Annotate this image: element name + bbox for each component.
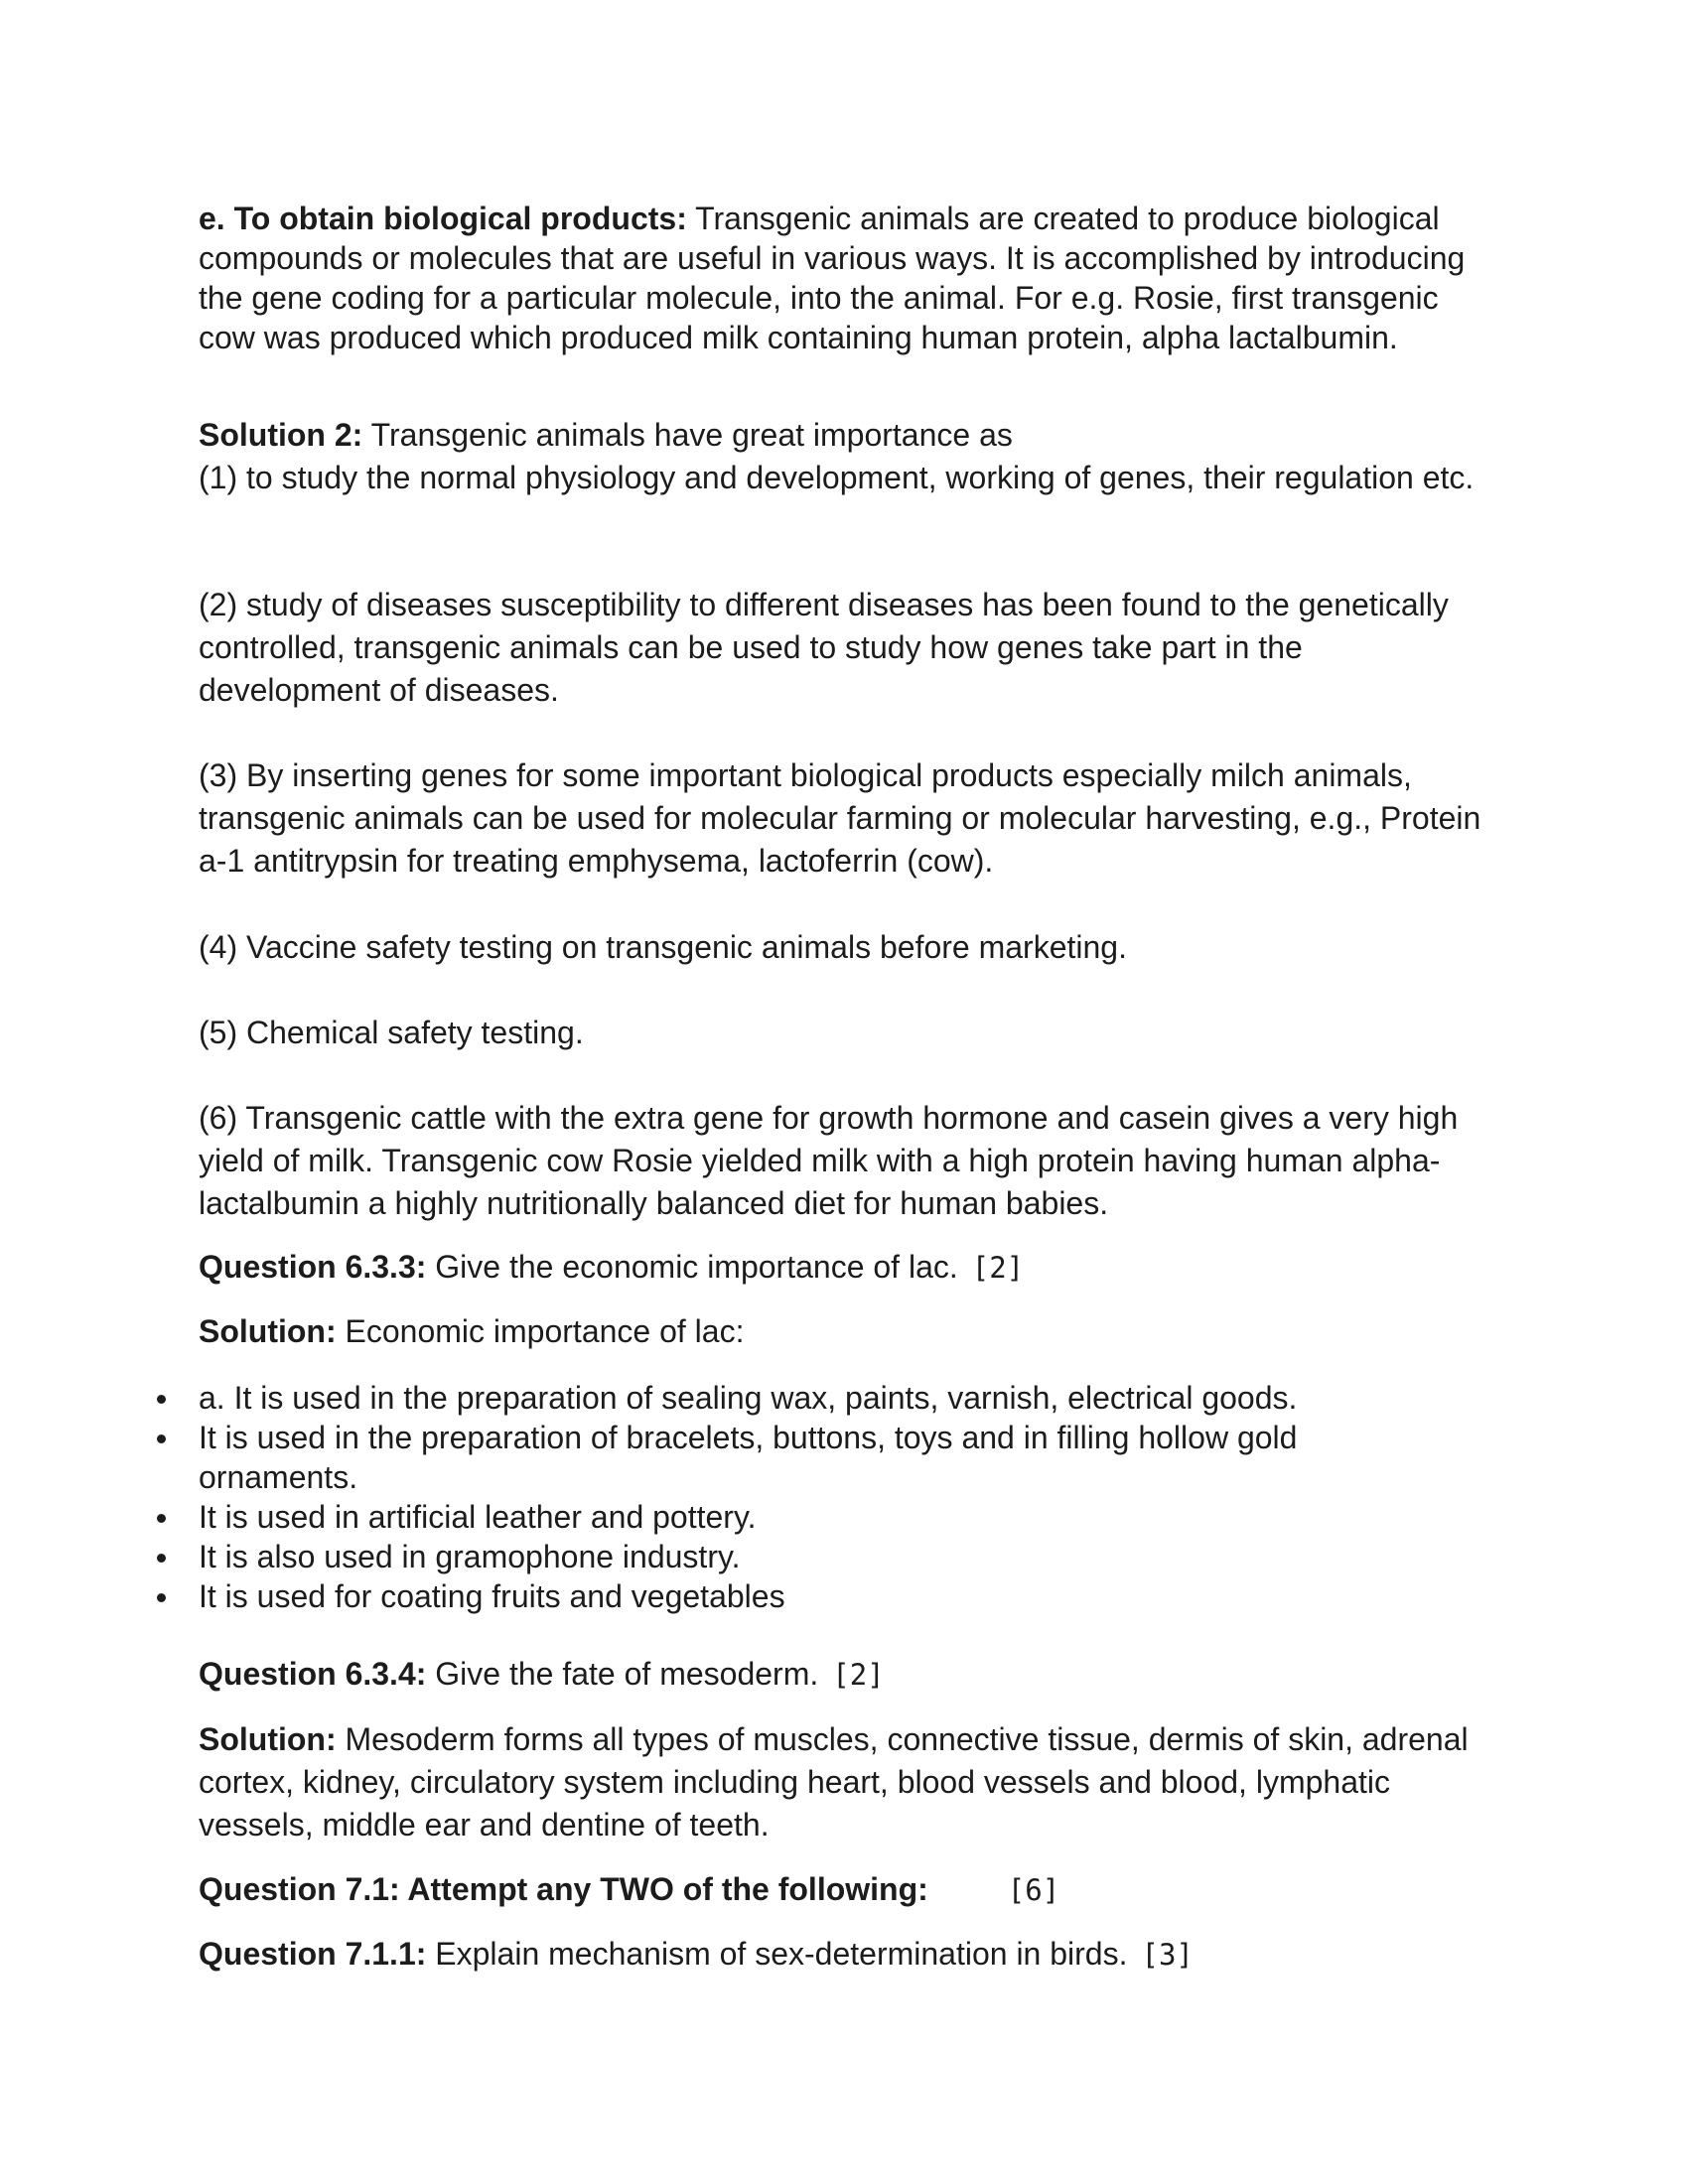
solution-2-point-2: (2) study of diseases susceptibility to different diseases has been found to the genetically controlled, transgenic animals can be used to study how genes take part in the development of diseases. [199, 587, 1449, 708]
solution-2-label: Solution 2: [199, 417, 363, 453]
solution-label: Solution: [199, 1313, 337, 1349]
solution-label: Solution: [199, 1721, 337, 1757]
lac-uses-list [199, 1378, 1489, 1616]
solution-2-intro: Solution 2: Transgenic animals have great importance as [199, 417, 1013, 453]
question-7-1-1-marks: [3] [1141, 1938, 1194, 1972]
question-7-1-1: Question 7.1.1: Explain mechanism of sex-determination in birds. [3] [199, 1936, 1194, 1972]
bullet-icon [157, 1554, 166, 1563]
bullet-icon [157, 1395, 166, 1404]
question-6-3-4-marks: [2] [832, 1658, 885, 1692]
solution-2-point-6: (6) Transgenic cattle with the extra gene for growth hormone and casein gives a very high yield of milk. Transgenic cow Rosie yielded milk with a high protein having human alpha-lactalbumin a highly nutritionally balanced diet for human babies. [199, 1100, 1459, 1221]
bullet-icon [157, 1514, 166, 1523]
solution-2-point-3: (3) By inserting genes for some important biological products especially milch animals, transgenic animals can be used for molecular farming or molecular harvesting, e.g., Protein a-1 antitrypsin for treating emphysema, lactoferrin (cow). [199, 757, 1481, 879]
question-6-3-4-label: Question 6.3.4: [199, 1656, 427, 1692]
question-6-3-3: Question 6.3.3: Give the economic importance of lac. [2] [199, 1249, 1025, 1285]
question-6-3-3-solution: Solution: Economic importance of lac: [199, 1313, 745, 1349]
question-6-3-4: Question 6.3.4: Give the fate of mesoderm. [2] [199, 1656, 885, 1692]
question-7-1-marks: [6] [1007, 1873, 1060, 1907]
list-item: It is used in artificial leather and pottery. [199, 1497, 1489, 1537]
list-item: a. It is used in the preparation of sealing wax, paints, varnish, electrical goods. [199, 1378, 1489, 1418]
question-6-3-3-marks: [2] [971, 1251, 1025, 1285]
bullet-icon [157, 1593, 166, 1602]
section-e-body: Transgenic animals are created to produce biological compounds or molecules that are useful in various ways. It is accomplished by introducing the gene coding for a particular molecule, into the animal. For e.g. Rosie, first transgenic cow was produced which produced milk containing human protein, alpha lactalbumin. [199, 201, 1466, 355]
bullet-icon [157, 1434, 166, 1443]
solution-2-point-5: (5) Chemical safety testing. [199, 1015, 584, 1050]
question-7-1-1-label: Question 7.1.1: [199, 1936, 427, 1972]
solution-2-point-1: (1) to study the normal physiology and development, working of genes, their regulation etc. [199, 460, 1475, 495]
question-6-3-3-label: Question 6.3.3: [199, 1249, 427, 1285]
list-item: It is used for coating fruits and vegetables [199, 1576, 1489, 1616]
question-7-1 [199, 1868, 1489, 1912]
list-item: It is used in the preparation of bracelets, buttons, toys and in filling hollow gold ornaments. [199, 1418, 1489, 1497]
list-item: It is also used in gramophone industry. [199, 1537, 1489, 1576]
question-7-1-label: Question 7.1: Attempt any TWO of the following: [199, 1871, 928, 1907]
section-e-heading: e. To obtain biological products: [199, 201, 687, 236]
question-6-3-4-solution: Solution: Mesoderm forms all types of muscles, connective tissue, dermis of skin, adrenal cortex, kidney, circulatory system including heart, blood vessels and blood, lymphatic vessels, middle ear and dentine of teeth. [199, 1721, 1469, 1843]
solution-2-point-4: (4) Vaccine safety testing on transgenic animals before marketing. [199, 929, 1127, 965]
section-e-paragraph [199, 199, 1489, 357]
